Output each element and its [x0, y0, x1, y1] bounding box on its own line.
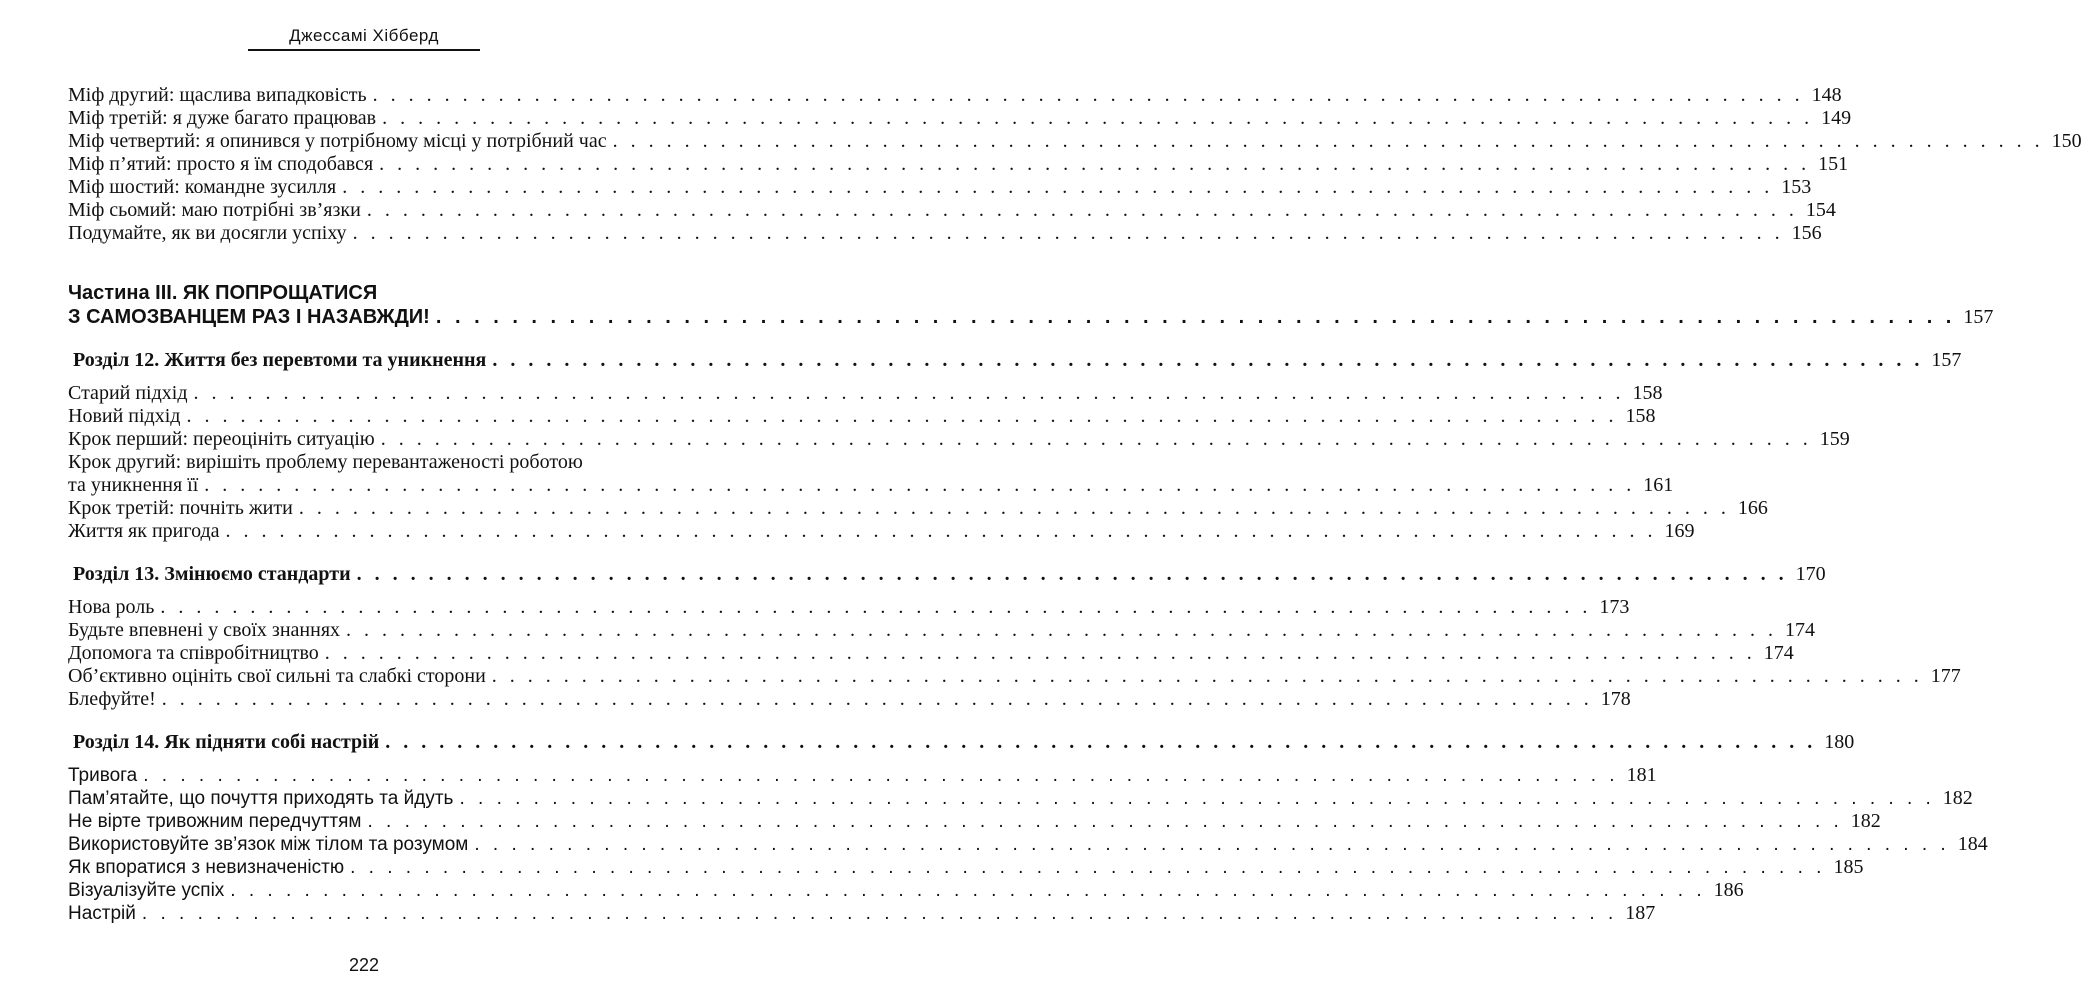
chapter-title: Розділ 12. Життя без перевтоми та уникнення: [73, 348, 490, 372]
dot-leader: . . . . . . . . . . . . . . . . . . . . . . . . . . . . . . . . . . . . . . . . . . . . . . . . . . . . . . . . . . . . . . . . . . . . . . . . . . . . . . . .: [612, 130, 2044, 152]
toc-entry: [68, 176, 1812, 199]
dot-leader: . . . . . . . . . . . . . . . . . . . . . . . . . . . . . . . . . . . . . . . . . . . . . . . . . . . . . . . . . . . . . . . . . . . . . . . . . . . . . . . .: [193, 382, 1625, 404]
entry-page-number: 153: [1781, 176, 1812, 198]
table-of-contents: [68, 84, 2082, 925]
chapter-page-number: 157: [1931, 349, 1962, 371]
entry-page-number: 185: [1833, 856, 1864, 878]
dot-leader: . . . . . . . . . . . . . . . . . . . . . . . . . . . . . . . . . . . . . . . . . . . . . . . . . . . . . . . . . . . . . . . . . . . . . . . . . . . . . . . .: [350, 857, 1826, 878]
entry-title: Міф п’ятий: просто я їм сподобався: [68, 153, 377, 176]
chapter-12-items-after: [68, 497, 1768, 543]
entry-page-number: 187: [1625, 902, 1656, 924]
entry-title: Крок перший: переоцініть ситуацію: [68, 428, 379, 451]
toc-entry: [68, 596, 1630, 619]
entry-page-number: 158: [1625, 405, 1656, 427]
entry-title: Новий підхід: [68, 405, 184, 428]
entry-title: Пам’ятайте, що почуття приходять та йдуть: [68, 787, 457, 810]
entry-page-number: 161: [1643, 474, 1674, 496]
entry-page-number: 178: [1600, 688, 1631, 710]
dot-leader: . . . . . . . . . . . . . . . . . . . . . . . . . . . . . . . . . . . . . . . . . . . . . . . . . . . . . . . . . . . . . . . . . . . . . . . . . . . . . . . .: [366, 199, 1798, 221]
entry-page-number: 186: [1713, 879, 1744, 901]
entry-title: Міф сьомий: маю потрібні зв’язки: [68, 199, 365, 222]
dot-leader: . . . . . . . . . . . . . . . . . . . . . . . . . . . . . . . . . . . . . . . . . . . . . . . . . . . . . . . . . . . . . . . . . . . . . . . . . . . . . . . .: [342, 176, 1774, 198]
entry-title: Об’єктивно оцініть свої сильні та слабкі сторони: [68, 665, 490, 688]
entry-page-number: 177: [1930, 665, 1961, 687]
entry-page-number: 173: [1599, 596, 1630, 618]
toc-entry: [68, 107, 1852, 130]
dot-leader: . . . . . . . . . . . . . . . . . . . . . . . . . . . . . . . . . . . . . . . . . . . . . . . . . . . . . . . . . . . . . . . . . . . . . . . . . . . . . . . .: [474, 834, 1950, 855]
toc-entry: [68, 520, 1695, 543]
entry-title: Візуалізуйте успіх: [68, 879, 228, 902]
part-title-line1: Частина III. ЯК ПОПРОЩАТИСЯ: [68, 282, 378, 304]
dot-leader: . . . . . . . . . . . . . . . . . . . . . . . . . . . . . . . . . . . . . . . . . . . . . . . . . . . . . . . . . . . . . . . . . . . . . . . . . . . . . . . .: [324, 642, 1756, 664]
dot-leader: . . . . . . . . . . . . . . . . . . . . . . . . . . . . . . . . . . . . . . . . . . . . . . . . . . . . . . . . . . . . . . . . . . . . . . . . . . . . . . . .: [435, 306, 1956, 328]
dot-leader: . . . . . . . . . . . . . . . . . . . . . . . . . . . . . . . . . . . . . . . . . . . . . . . . . . . . . . . . . . . . . . . . . . . . . . . . . . . . . . . .: [298, 497, 1730, 519]
entry-page-number: 182: [1850, 810, 1881, 832]
toc-entry: [68, 84, 1842, 107]
running-header-title: Джессамі Хібберд: [248, 26, 480, 51]
toc-entry: [68, 833, 1988, 856]
entry-page-number: 148: [1811, 84, 1842, 106]
entry-title: Настрій: [68, 902, 140, 925]
chapter-13-heading: [68, 562, 1826, 586]
entry-page-number: 150: [2051, 130, 2082, 152]
toc-entry: [68, 382, 1663, 405]
toc-entry: [68, 153, 1849, 176]
chapter-page-number: 170: [1795, 563, 1826, 585]
toc-entry: [68, 764, 1657, 787]
page-number: 222: [348, 955, 380, 975]
running-header: [0, 26, 728, 51]
toc-entry: [68, 879, 1744, 902]
entry-page-number: 149: [1821, 107, 1852, 129]
entry-title: Крок третій: почніть жити: [68, 497, 297, 520]
chapter-12-items: [68, 382, 1850, 451]
dot-leader: . . . . . . . . . . . . . . . . . . . . . . . . . . . . . . . . . . . . . . . . . . . . . . . . . . . . . . . . . . . . . . . . . . . . . . . . . . . . . . . .: [141, 903, 1618, 924]
dot-leader: . . . . . . . . . . . . . . . . . . . . . . . . . . . . . . . . . . . . . . . . . . . . . . . . . . . . . . . . . . . . . . . . . . . . . . . . . . . . . . . .: [143, 765, 1619, 786]
dot-leader: . . . . . . . . . . . . . . . . . . . . . . . . . . . . . . . . . . . . . . . . . . . . . . . . . . . . . . . . . . . . . . . . . . . . . . . . . . . . . . . .: [225, 520, 1657, 542]
dot-leader: . . . . . . . . . . . . . . . . . . . . . . . . . . . . . . . . . . . . . . . . . . . . . . . . . . . . . . . . . . . . . . . . . . . . . . . . . . . . . . . .: [356, 563, 1788, 585]
entry-title: Життя як пригода: [68, 520, 224, 543]
dot-leader: . . . . . . . . . . . . . . . . . . . . . . . . . . . . . . . . . . . . . . . . . . . . . . . . . . . . . . . . . . . . . . . . . . . . . . . . . . . . . . . .: [204, 474, 1636, 496]
entry-title: Нова роль: [68, 596, 158, 619]
entry-page-number: 159: [1819, 428, 1850, 450]
entry-title: Подумайте, як ви досягли успіху: [68, 222, 351, 245]
entry-page-number: 182: [1942, 787, 1973, 809]
toc-entry: [68, 222, 1822, 245]
myths-list: [68, 84, 2082, 245]
entry-title: Міф четвертий: я опинився у потрібному місці у потрібний час: [68, 130, 611, 153]
dot-leader: . . . . . . . . . . . . . . . . . . . . . . . . . . . . . . . . . . . . . . . . . . . . . . . . . . . . . . . . . . . . . . . . . . . . . . . . . . . . . . . .: [492, 349, 1924, 371]
entry-title: Не вірте тривожним передчуттям: [68, 810, 365, 833]
toc-entry: [68, 497, 1768, 520]
dot-leader: . . . . . . . . . . . . . . . . . . . . . . . . . . . . . . . . . . . . . . . . . . . . . . . . . . . . . . . . . . . . . . . . . . . . . . . . . . . . . . . .: [346, 619, 1778, 641]
entry-page-number: 154: [1805, 199, 1836, 221]
entry-page-number: 184: [1957, 833, 1988, 855]
dot-leader: . . . . . . . . . . . . . . . . . . . . . . . . . . . . . . . . . . . . . . . . . . . . . . . . . . . . . . . . . . . . . . . . . . . . . . . . . . . . . . . .: [186, 405, 1618, 427]
toc-entry: [68, 810, 1881, 833]
entry-page-number: 158: [1632, 382, 1663, 404]
entry-title: Міф другий: щаслива випадковість: [68, 84, 371, 107]
dot-leader: . . . . . . . . . . . . . . . . . . . . . . . . . . . . . . . . . . . . . . . . . . . . . . . . . . . . . . . . . . . . . . . . . . . . . . . . . . . . . . . .: [367, 811, 1843, 832]
chapter-title: Розділ 14. Як підняти собі настрій: [73, 730, 383, 754]
entry-title: Міф шостий: командне зусилля: [68, 176, 340, 199]
toc-entry: [68, 688, 1631, 711]
chapter-title: Розділ 13. Змінюємо стандарти: [73, 562, 355, 586]
entry-title: Будьте впевнені у своїх знаннях: [68, 619, 344, 642]
entry-title: Тривога: [68, 764, 141, 787]
entry-page-number: 181: [1626, 764, 1657, 786]
part-heading: [68, 281, 1994, 329]
dot-leader: . . . . . . . . . . . . . . . . . . . . . . . . . . . . . . . . . . . . . . . . . . . . . . . . . . . . . . . . . . . . . . . . . . . . . . . . . . . . . . . .: [380, 428, 1812, 450]
toc-entry: [68, 642, 1794, 665]
dot-leader: . . . . . . . . . . . . . . . . . . . . . . . . . . . . . . . . . . . . . . . . . . . . . . . . . . . . . . . . . . . . . . . . . . . . . . . . . . . . . . . .: [382, 107, 1814, 129]
dot-leader: . . . . . . . . . . . . . . . . . . . . . . . . . . . . . . . . . . . . . . . . . . . . . . . . . . . . . . . . . . . . . . . . . . . . . . . . . . . . . . . .: [230, 880, 1706, 901]
toc-entry: [68, 130, 2082, 153]
chapter-13-items: [68, 596, 1961, 711]
entry-page-number: 151: [1818, 153, 1849, 175]
part-page-number: 157: [1963, 306, 1994, 328]
entry-page-number: 166: [1737, 497, 1768, 519]
dot-leader: . . . . . . . . . . . . . . . . . . . . . . . . . . . . . . . . . . . . . . . . . . . . . . . . . . . . . . . . . . . . . . . . . . . . . . . . . . . . . . . .: [161, 688, 1593, 710]
toc-entry: [68, 199, 1836, 222]
entry-title: Допомога та співробітництво: [68, 642, 323, 665]
dot-leader: . . . . . . . . . . . . . . . . . . . . . . . . . . . . . . . . . . . . . . . . . . . . . . . . . . . . . . . . . . . . . . . . . . . . . . . . . . . . . . . .: [372, 84, 1804, 106]
entry-page-number: 174: [1763, 642, 1794, 664]
toc-entry: [68, 902, 1656, 925]
dot-leader: . . . . . . . . . . . . . . . . . . . . . . . . . . . . . . . . . . . . . . . . . . . . . . . . . . . . . . . . . . . . . . . . . . . . . . . . . . . . . . . .: [491, 665, 1923, 687]
chapter-14-heading: [68, 730, 1855, 754]
dot-leader: . . . . . . . . . . . . . . . . . . . . . . . . . . . . . . . . . . . . . . . . . . . . . . . . . . . . . . . . . . . . . . . . . . . . . . . . . . . . . . . .: [160, 596, 1592, 618]
entry-page-number: 174: [1785, 619, 1816, 641]
chapter-14-items: [68, 764, 1988, 925]
toc-entry: [68, 619, 1816, 642]
entry-title-line2: та уникнення її: [68, 474, 202, 497]
entry-page-number: 156: [1791, 222, 1822, 244]
toc-entry: [68, 856, 1864, 879]
chapter-12-two-line-entry: [68, 451, 1674, 497]
entry-title: Використовуйте зв’язок між тілом та розумом: [68, 833, 472, 856]
dot-leader: . . . . . . . . . . . . . . . . . . . . . . . . . . . . . . . . . . . . . . . . . . . . . . . . . . . . . . . . . . . . . . . . . . . . . . . . . . . . . . . .: [385, 731, 1817, 753]
entry-title: Міф третій: я дуже багато працював: [68, 107, 380, 130]
dot-leader: . . . . . . . . . . . . . . . . . . . . . . . . . . . . . . . . . . . . . . . . . . . . . . . . . . . . . . . . . . . . . . . . . . . . . . . . . . . . . . . .: [459, 788, 1935, 809]
dot-leader: . . . . . . . . . . . . . . . . . . . . . . . . . . . . . . . . . . . . . . . . . . . . . . . . . . . . . . . . . . . . . . . . . . . . . . . . . . . . . . . .: [352, 222, 1784, 244]
toc-entry: [68, 428, 1850, 451]
toc-entry: [68, 405, 1656, 428]
part-title-line2: З САМОЗВАНЦЕМ РАЗ І НАЗАВЖДИ!: [68, 305, 434, 329]
entry-title: Старий підхід: [68, 382, 192, 405]
toc-entry: [68, 787, 1973, 810]
dot-leader: . . . . . . . . . . . . . . . . . . . . . . . . . . . . . . . . . . . . . . . . . . . . . . . . . . . . . . . . . . . . . . . . . . . . . . . . . . . . . . . .: [379, 153, 1811, 175]
entry-title: Як впоратися з невизначеністю: [68, 856, 348, 879]
chapter-12-heading: [68, 348, 1962, 372]
chapter-page-number: 180: [1824, 731, 1855, 753]
toc-entry: [68, 665, 1961, 688]
entry-title-line1: Крок другий: вирішіть проблему перевантаженості роботою: [68, 451, 583, 473]
entry-page-number: 169: [1664, 520, 1695, 542]
entry-title: Блефуйте!: [68, 688, 160, 711]
